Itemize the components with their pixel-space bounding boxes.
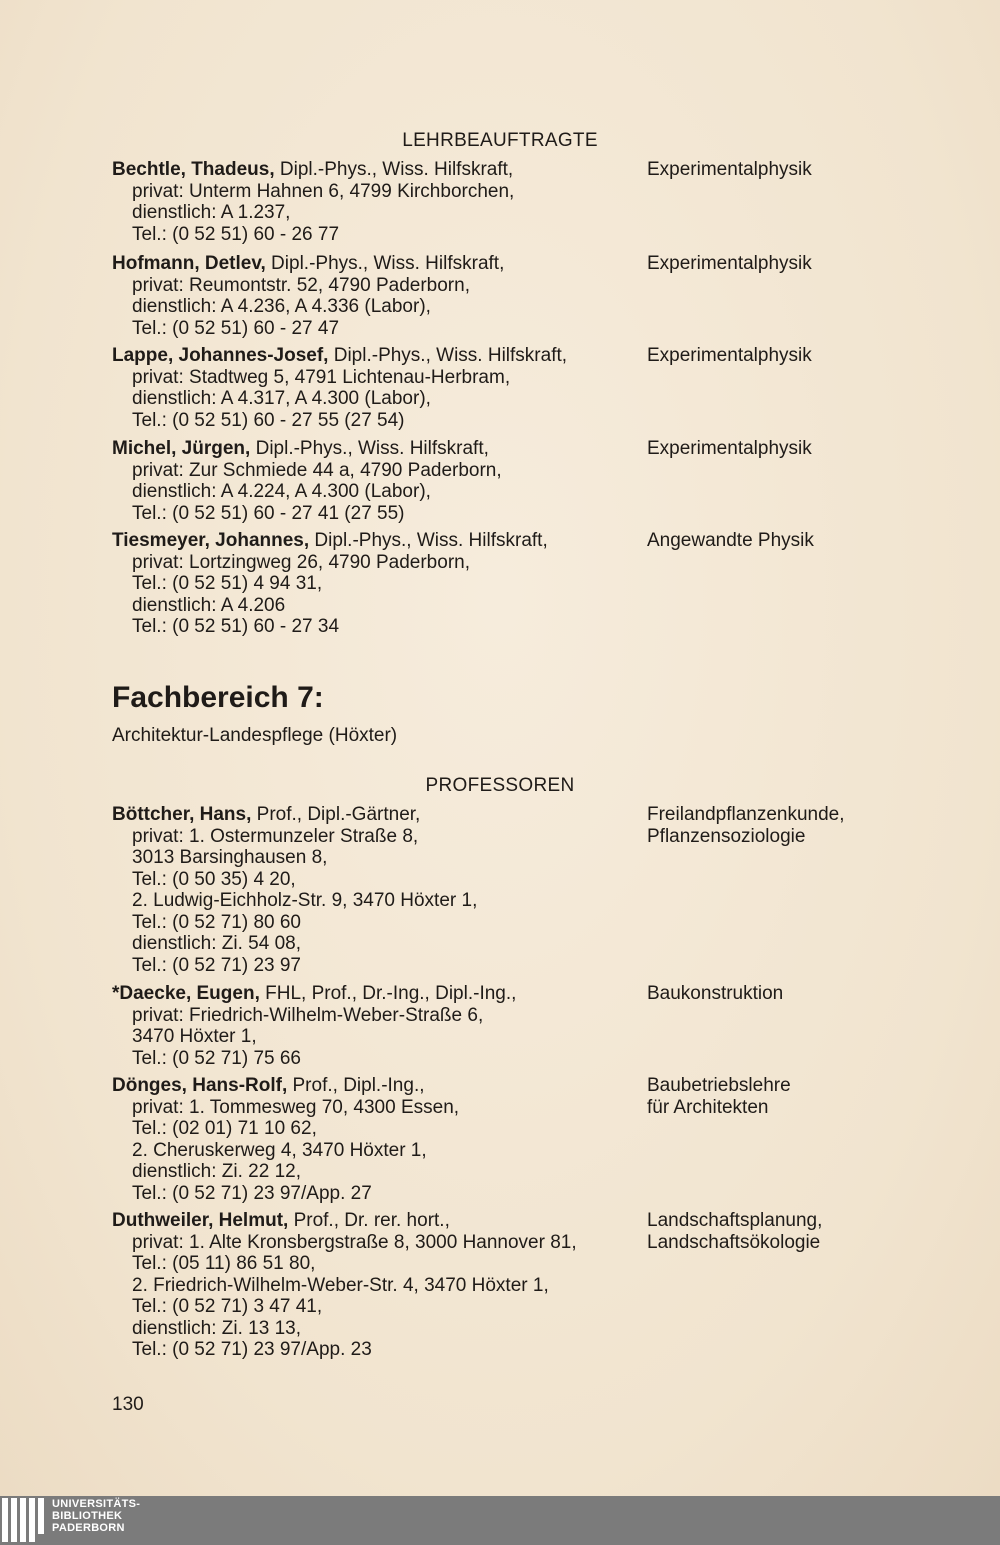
entry-name: Duthweiler, Helmut,: [112, 1210, 289, 1231]
entry-title: Dipl.-Phys., Wiss. Hilfskraft,: [265, 253, 505, 274]
entry-title: Prof., Dipl.-Gärtner,: [251, 804, 421, 825]
entry-line: Tel.: (0 52 71) 75 66: [132, 1047, 301, 1069]
entry-title: Dipl.-Phys., Wiss. Hilfskraft,: [309, 530, 548, 551]
entry-line: Tel.: (0 52 51) 60 - 27 41 (27 55): [132, 502, 405, 524]
entry-title: Dipl.-Phys., Wiss. Hilfskraft,: [328, 345, 568, 366]
library-line: BIBLIOTHEK: [52, 1510, 123, 1522]
entry-field: Experimentalphysik: [647, 253, 812, 274]
entry-line: Tel.: (0 50 35) 4 20,: [132, 868, 296, 890]
fachbereich-title: Fachbereich 7:: [112, 681, 324, 714]
library-line: UNIVERSITÄTS-: [52, 1498, 141, 1510]
entry-field: Experimentalphysik: [647, 159, 812, 180]
entry-line: Tel.: (0 52 71) 80 60: [132, 911, 301, 933]
entry-line: 3013 Barsinghausen 8,: [132, 847, 328, 868]
section-label-professoren: PROFESSOREN: [425, 775, 575, 796]
entry-field: Angewandte Physik: [647, 530, 814, 551]
entry-title: Dipl.-Phys., Wiss. Hilfskraft,: [250, 438, 489, 459]
entry-line: Tel.: (0 52 51) 60 - 27 34: [132, 616, 340, 637]
entry-title: FHL, Prof., Dr.-Ing., Dipl.-Ing.,: [259, 983, 517, 1004]
entry-line: dienstlich: A 4.317, A 4.300 (Labor),: [132, 388, 431, 409]
entry-line: privat: 1. Ostermunzeler Straße 8,: [132, 825, 419, 847]
entry-field: Pflanzensoziologie: [647, 825, 806, 847]
entry-field: Freilandpflanzenkunde,: [647, 804, 845, 825]
entry-name: Tiesmeyer, Johannes,: [112, 530, 310, 551]
entry-line: 3470 Höxter 1,: [132, 1026, 257, 1047]
entry-line: dienstlich: Zi. 22 12,: [132, 1161, 301, 1182]
entry-line: privat: Lortzingweg 26, 4790 Paderborn,: [132, 551, 470, 573]
entry-line: Tel.: (0 52 51) 60 - 27 55 (27 54): [132, 409, 405, 431]
entry-line: Tel.: (0 52 71) 3 47 41,: [132, 1296, 323, 1317]
entry-line: privat: Stadtweg 5, 4791 Lichtenau-Herbram,: [132, 366, 511, 388]
entry-line: Tel.: (0 52 71) 23 97/App. 23: [132, 1339, 372, 1360]
library-name: [52, 1498, 140, 1534]
entry-name: Böttcher, Hans,: [112, 804, 252, 825]
page-number: 130: [112, 1394, 144, 1415]
entry-name: Hofmann, Detlev,: [112, 253, 266, 274]
entry-field: Experimentalphysik: [647, 438, 812, 459]
entry-field: Landschaftsplanung,: [647, 1210, 823, 1231]
entry-title: Dipl.-Phys., Wiss. Hilfskraft,: [274, 159, 514, 180]
entry-line: dienstlich: A 4.236, A 4.336 (Labor),: [132, 296, 431, 317]
entry-field: Baubetriebslehre: [647, 1075, 791, 1096]
entry-name: Michel, Jürgen,: [112, 438, 251, 459]
entry-name: Lappe, Johannes-Josef,: [112, 345, 329, 366]
entry-name: Dönges, Hans-Rolf,: [112, 1075, 288, 1096]
entry-line: privat: Zur Schmiede 44 a, 4790 Paderborn,: [132, 459, 502, 481]
entry-field: Baukonstruktion: [647, 983, 784, 1004]
entry-line: Tel.: (05 11) 86 51 80,: [132, 1253, 316, 1274]
entry-line: Tel.: (0 52 71) 23 97/App. 27: [132, 1182, 372, 1204]
entry-line: Tel.: (0 52 51) 60 - 27 47: [132, 317, 340, 339]
section-label-lehrbeauftragte: LEHRBEAUFTRAGTE: [402, 130, 598, 151]
entry-line: dienstlich: Zi. 13 13,: [132, 1317, 301, 1339]
library-line: PADERBORN: [52, 1522, 125, 1534]
entry-line: 2. Cheruskerweg 4, 3470 Höxter 1,: [132, 1139, 427, 1161]
entry-line: dienstlich: A 1.237,: [132, 202, 291, 223]
entry-line: Tel.: (0 52 51) 4 94 31,: [132, 573, 323, 594]
entry-field: Landschaftsökologie: [647, 1231, 821, 1253]
entry-line: privat: Unterm Hahnen 6, 4799 Kirchborchen,: [132, 180, 515, 202]
entry-line: privat: 1. Alte Kronsbergstraße 8, 3000 Hannover 81,: [132, 1231, 577, 1253]
entry-line: dienstlich: A 4.224, A 4.300 (Labor),: [132, 481, 431, 502]
entry-line: privat: Friedrich-Wilhelm-Weber-Straße 6,: [132, 1004, 484, 1026]
entry-line: 2. Ludwig-Eichholz-Str. 9, 3470 Höxter 1,: [132, 890, 478, 911]
library-footer: [0, 1496, 1000, 1545]
entry-line: privat: 1. Tommesweg 70, 4300 Essen,: [132, 1096, 460, 1118]
entry-field: für Architekten: [647, 1096, 769, 1118]
entry-line: privat: Reumontstr. 52, 4790 Paderborn,: [132, 274, 470, 296]
entry-title: Prof., Dr. rer. hort.,: [288, 1210, 450, 1231]
entry-line: Tel.: (0 52 51) 60 - 26 77: [132, 223, 340, 245]
entry-field: Experimentalphysik: [647, 345, 812, 366]
fachbereich-subtitle: Architektur-Landespflege (Höxter): [112, 725, 398, 746]
entry-line: dienstlich: A 4.206: [132, 594, 286, 616]
entry-line: dienstlich: Zi. 54 08,: [132, 933, 301, 954]
entry-name: Bechtle, Thadeus,: [112, 159, 275, 180]
entry-line: 2. Friedrich-Wilhelm-Weber-Str. 4, 3470 Höxter 1,: [132, 1274, 549, 1296]
entry-line: Tel.: (02 01) 71 10 62,: [132, 1118, 317, 1139]
entry-line: Tel.: (0 52 71) 23 97: [132, 954, 301, 976]
entry-title: Prof., Dipl.-Ing.,: [287, 1075, 425, 1096]
entry-name: *Daecke, Eugen,: [112, 983, 260, 1004]
library-logo-icon: [2, 1498, 46, 1542]
